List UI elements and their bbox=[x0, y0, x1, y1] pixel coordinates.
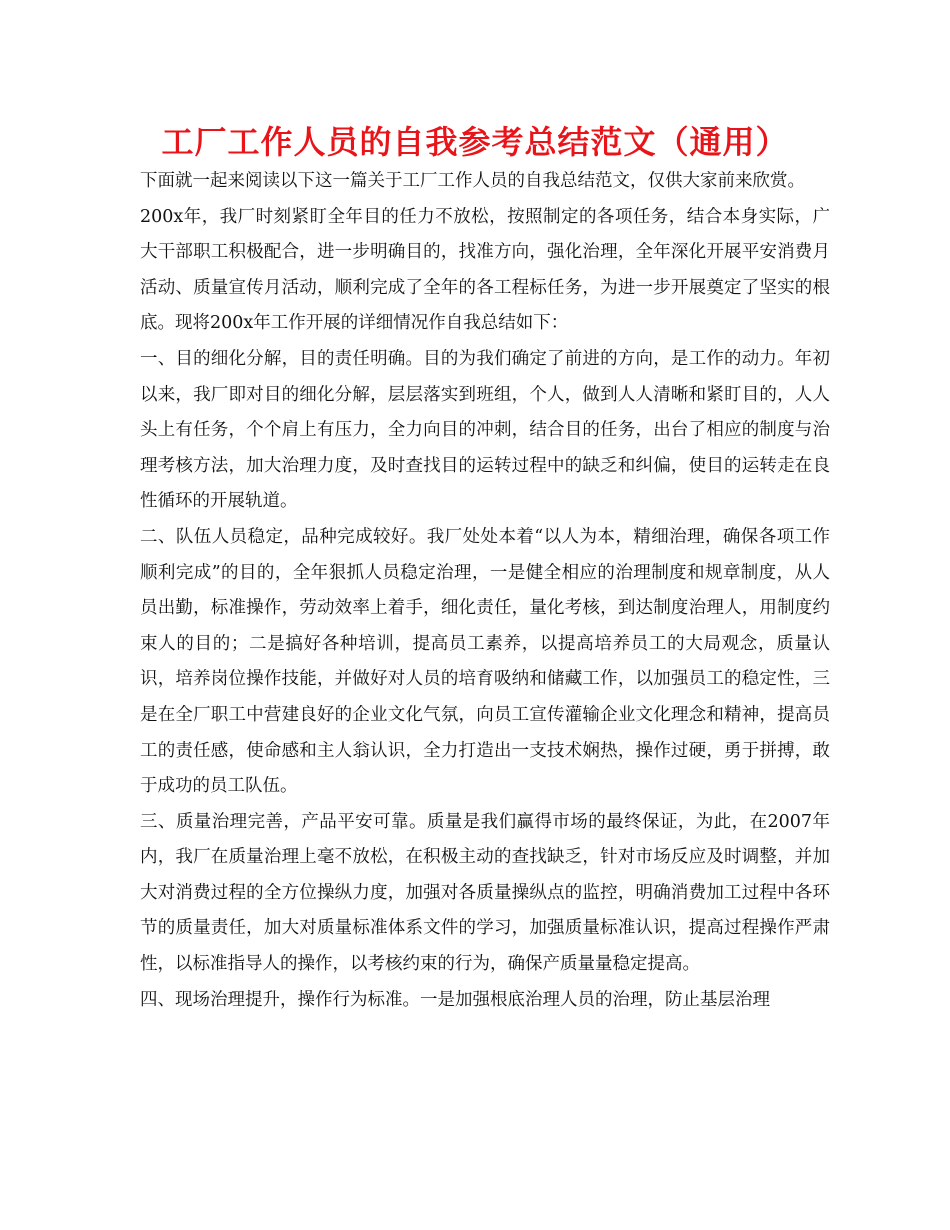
section-4-paragraph: 四、现场治理提升，操作行为标准。一是加强根底治理人员的治理，防止基层治理 bbox=[140, 989, 770, 1010]
document-body bbox=[140, 164, 830, 1018]
section-2-paragraph: 二、队伍人员稳定，品种完成较好。我厂处处本着“以人为本，精细治理，确保各项工作顺利完成”的目的，全年狠抓人员稳定治理，一是健全相应的治理制度和规章制度，从人员出勤，标准操作，劳动效率上着手，细化责任，量化考核，到达制度治理人，用制度约束人的目的；二是搞好各种培训，提高员工素养，以提高培养员工的大局观念，质量认识，培养岗位操作技能，并做好对人员的培育吸纳和储藏工作，以加强员工的稳定性，三是在全厂职工中营建良好的企业文化气氛，向员工宣传灌输企业文化理念和精神，提高员工的责任感，使命感和主人翁认识，全力打造出一支技术娴热，操作过硬，勇于拼搏，敢于成功的员工队伍。 bbox=[140, 526, 830, 797]
document-title: 工厂工作人员的自我参考总结范文（通用） bbox=[161, 123, 789, 161]
intro-paragraph: 下面就一起来阅读以下这一篇关于工厂工作人员的自我总结范文，仅供大家前来欣赏。 bbox=[140, 171, 805, 191]
section-1-paragraph: 一、目的细化分解，目的责任明确。目的为我们确定了前进的方向，是工作的动力。年初以来，我厂即对目的细化分解，层层落实到班组，个人，做到人人清晰和紧盯目的，人人头上有任务，个个肩上有压力，全力向目的冲刺，结合目的任务，出台了相应的制度与治理考核方法，加大治理力度，及时查找目的运转过程中的缺乏和纠偏，使目的运转走在良性循环的开展轨道。 bbox=[140, 348, 830, 512]
section-3-paragraph: 三、质量治理完善，产品平安可靠。质量是我们赢得市场的最终保证，为此，在2007年内，我厂在质量治理上毫不放松，在积极主动的查找缺乏，针对市场反应及时调整，并加大对消费过程的全方位操纵力度，加强对各质量操纵点的监控，明确消费加工过程中各环节的质量责任，加大对质量标准体系文件的学习，加强质量标准认识，提高过程操作严肃性，以标准指导人的操作，以考核约束的行为，确保产质量量稳定提高。 bbox=[140, 811, 830, 975]
summary-paragraph: 200x年，我厂时刻紧盯全年目的任力不放松，按照制定的各项任务，结合本身实际，广大干部职工积极配合，进一步明确目的，找准方向，强化治理，全年深化开展平安消费月活动、质量宣传月活动，顺利完成了全年的各工程标任务，为进一步开展奠定了坚实的根底。现将200x年工作开展的详细情况作自我总结如下： bbox=[140, 206, 830, 334]
